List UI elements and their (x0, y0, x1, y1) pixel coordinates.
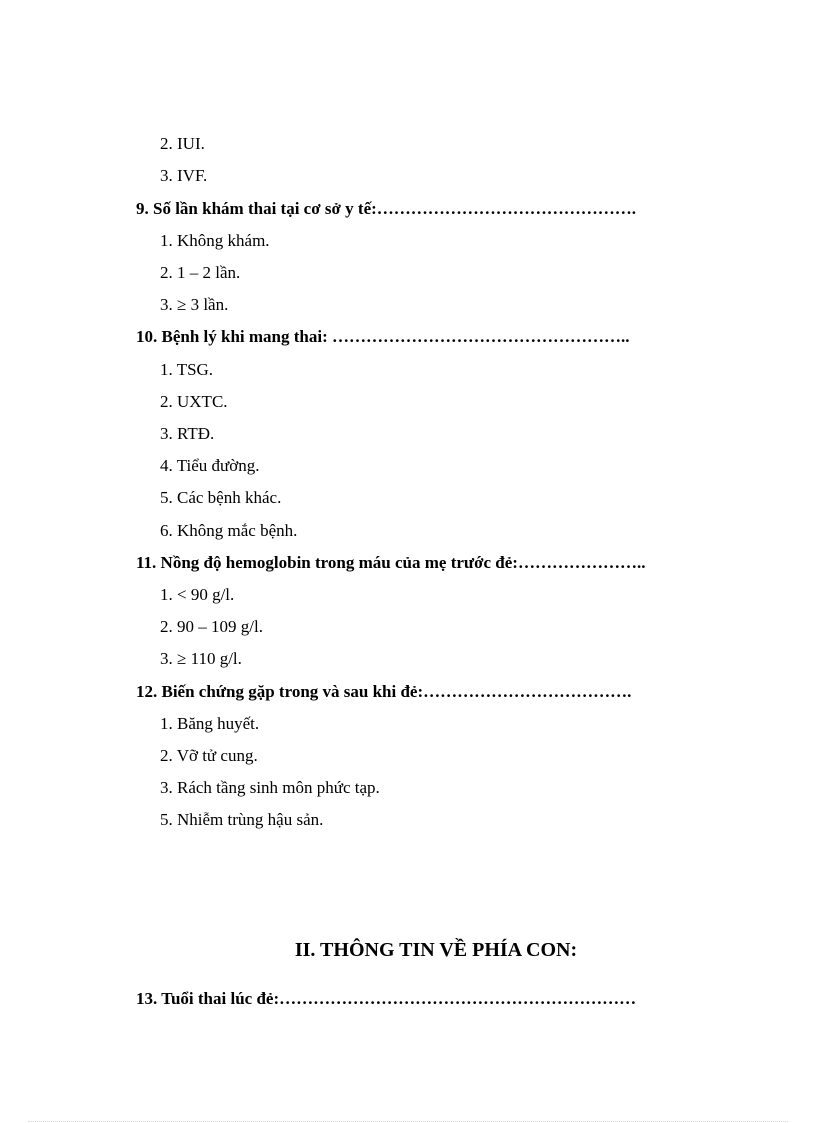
q8-option-3: 3. IVF. (160, 166, 208, 185)
q9-option-2: 2. 1 – 2 lần. (160, 263, 241, 282)
q11-option-1: 1. < 90 g/l. (160, 585, 235, 604)
q10-option-5: 5. Các bệnh khác. (160, 488, 282, 507)
section-title: II. THÔNG TIN VỀ PHÍA CON: (294, 939, 578, 961)
q10-option-2: 2. UXTC. (160, 392, 228, 411)
q12-option-2: 2. Vỡ tử cung. (160, 746, 258, 765)
q12-option-5: 5. Nhiễm trùng hậu sản. (160, 810, 324, 829)
q8-option-2: 2. IUI. (160, 134, 205, 153)
q12-option-3: 3. Rách tầng sinh môn phức tạp. (160, 778, 380, 797)
q11-option-2: 2. 90 – 109 g/l. (160, 617, 263, 636)
q10-option-1: 1. TSG. (160, 360, 214, 379)
question-10-title: 10. Bệnh lý khi mang thai: …………………………………………….. (136, 327, 630, 346)
q12-option-1: 1. Băng huyết. (160, 714, 260, 733)
q9-option-1: 1. Không khám. (160, 231, 270, 250)
question-9-title: 9. Số lần khám thai tại cơ sở y tế:………………………………………. (136, 199, 637, 218)
q10-option-4: 4. Tiểu đường. (160, 456, 260, 475)
q10-option-6: 6. Không mắc bệnh. (160, 521, 298, 540)
q11-option-3: 3. ≥ 110 g/l. (160, 649, 242, 668)
q10-option-3: 3. RTĐ. (160, 424, 215, 443)
question-12-title: 12. Biến chứng gặp trong và sau khi đẻ:………………………………. (136, 682, 632, 701)
question-13-title: 13. Tuổi thai lúc đẻ:……………………………………………………… (136, 989, 637, 1008)
q9-option-3: 3. ≥ 3 lần. (160, 295, 229, 314)
question-11-title: 11. Nồng độ hemoglobin trong máu của mẹ trước đẻ:………………….. (136, 553, 646, 572)
page-bottom-divider (28, 1121, 788, 1122)
